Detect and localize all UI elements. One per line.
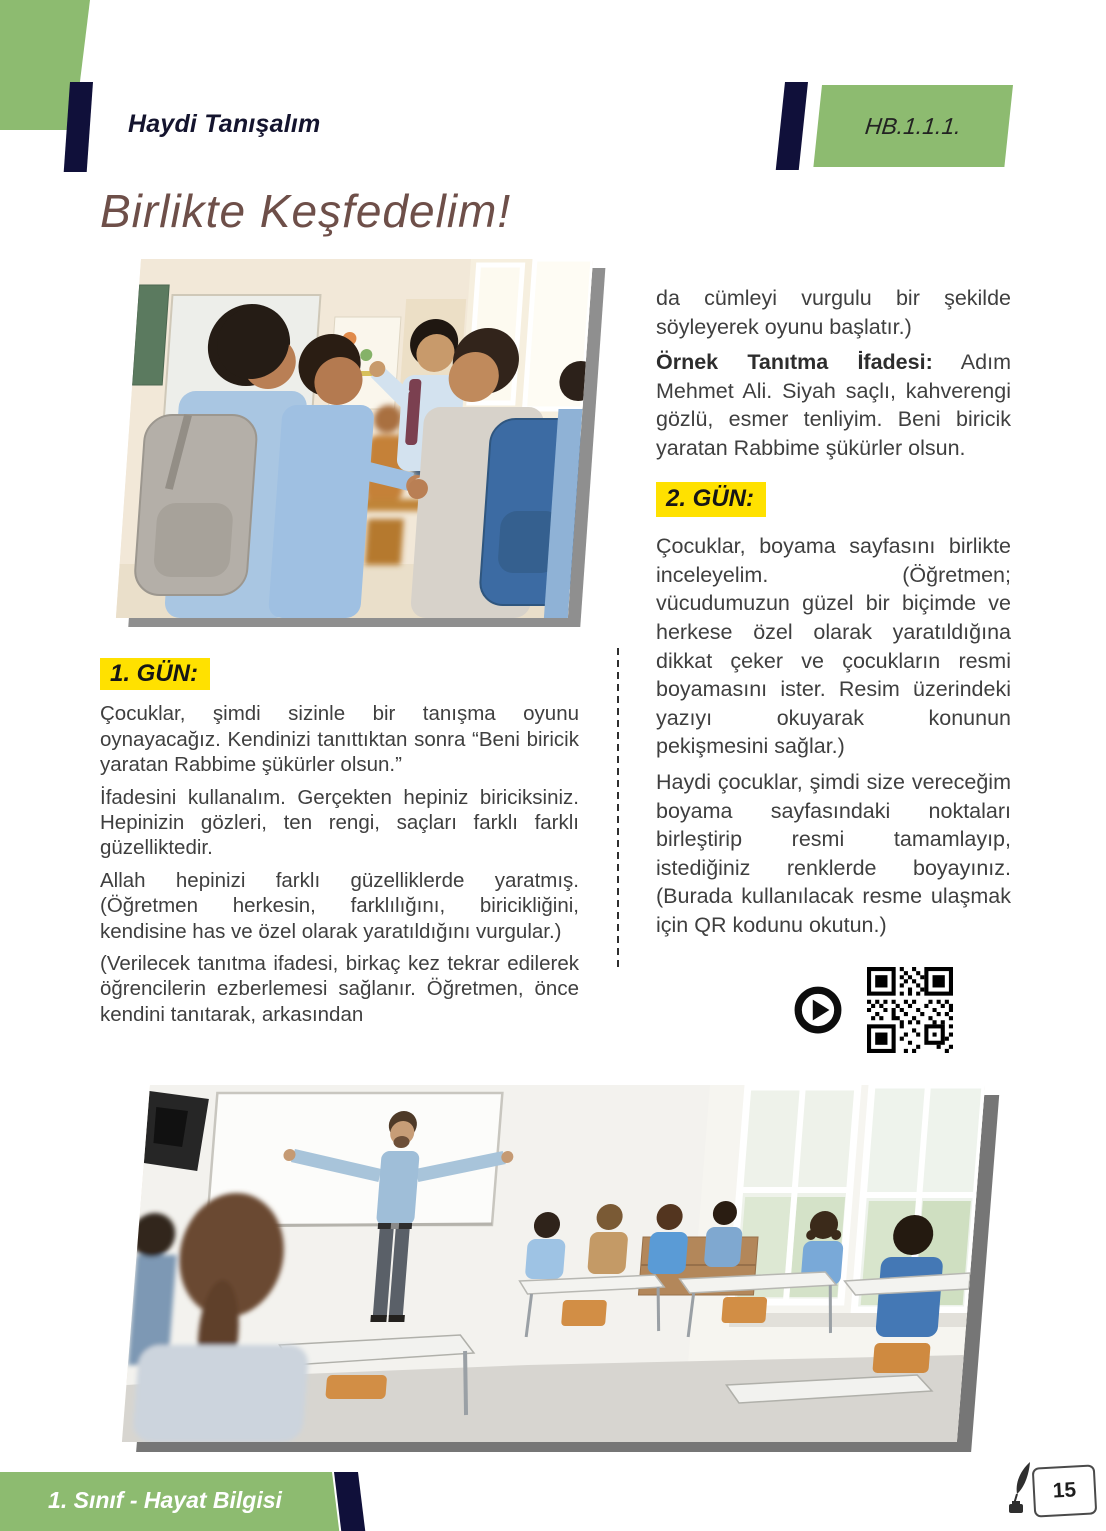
- paragraph-example: [656, 348, 1011, 462]
- qr-code: [867, 967, 953, 1053]
- media-row: [656, 967, 953, 1053]
- paragraph: Haydi çocuklar, şimdi size vereceğim boyama sayfasındaki noktaları birleştirip resmi tamamlayıp, istediğiniz renklerde boyayınız. (Burada kullanılacak resme ulaşmak için QR kodunu okutun.): [656, 769, 1011, 937]
- photo-classroom-teacher: [122, 1085, 985, 1442]
- curriculum-code-badge: HB.1.1.1.: [813, 85, 1013, 167]
- header-navy-accent: [64, 82, 93, 172]
- photo-children-handshake: [116, 259, 593, 618]
- day2-label: 2. GÜN:: [656, 482, 766, 518]
- page-number-badge: 15: [1032, 1464, 1098, 1517]
- left-column: [100, 658, 579, 1034]
- example-text: Adım Mehmet Ali. Siyah saçlı, kahverengi gözlü, esmer tenliyim. Beni biricik yaratan Rabbime şükürler olsun.: [656, 350, 1011, 460]
- paragraph: Allah hepinizi farklı güzelliklerde yaratmış. (Öğretmen herkesin, farklılığını, biricikliğini, kendisine has ve özel olarak yaratıldığını vurgular.): [100, 868, 579, 943]
- paragraph: Çocuklar, şimdi sizinle bir tanışma oyunu oynayacağız. Kendinizi tanıttıktan sonra “Beni biricik yaratan Rabbime şükürler olsun.”: [100, 702, 579, 777]
- page-title: Birlikte Keşfedelim!: [100, 185, 512, 237]
- footer-navy-accent: [334, 1472, 365, 1531]
- course-label: 1. Sınıf - Hayat Bilgisi: [48, 1487, 282, 1513]
- column-divider: [617, 648, 619, 970]
- paragraph: da cümleyi vurgulu bir şekilde söyleyerek oyunu başlatır.): [656, 286, 1011, 339]
- play-icon[interactable]: [793, 985, 843, 1035]
- example-label: Örnek Tanıtma İfadesi:: [656, 350, 933, 375]
- day1-label: 1. GÜN:: [100, 658, 210, 690]
- right-column: [656, 284, 1011, 1053]
- paragraph: İfadesini kullanalım. Gerçekten hepiniz biriciksiniz. Hepinizin gözleri, ten rengi, saçları farklı farklı güzelliktedir.: [100, 785, 579, 860]
- section-label: Haydi Tanışalım: [128, 110, 321, 138]
- badge-navy-accent: [776, 82, 808, 170]
- paragraph: Çocuklar, boyama sayfasını birlikte inceleyelim. (Öğretmen; vücudumuzun güzel bir biçimde ve herkese özel olarak yaratıldığına dikkat çeker ve çocukların resmi boyamasını ister. Resim üzerindeki yazıyı okuyarak konunun pekişmesini sağlar.): [656, 534, 1011, 759]
- paragraph: (Verilecek tanıtma ifadesi, birkaç kez tekrar edilerek öğrencilerin ezberlemesi sağlanır. Öğretmen, önce kendini tanıtarak, arkasından: [100, 952, 579, 1026]
